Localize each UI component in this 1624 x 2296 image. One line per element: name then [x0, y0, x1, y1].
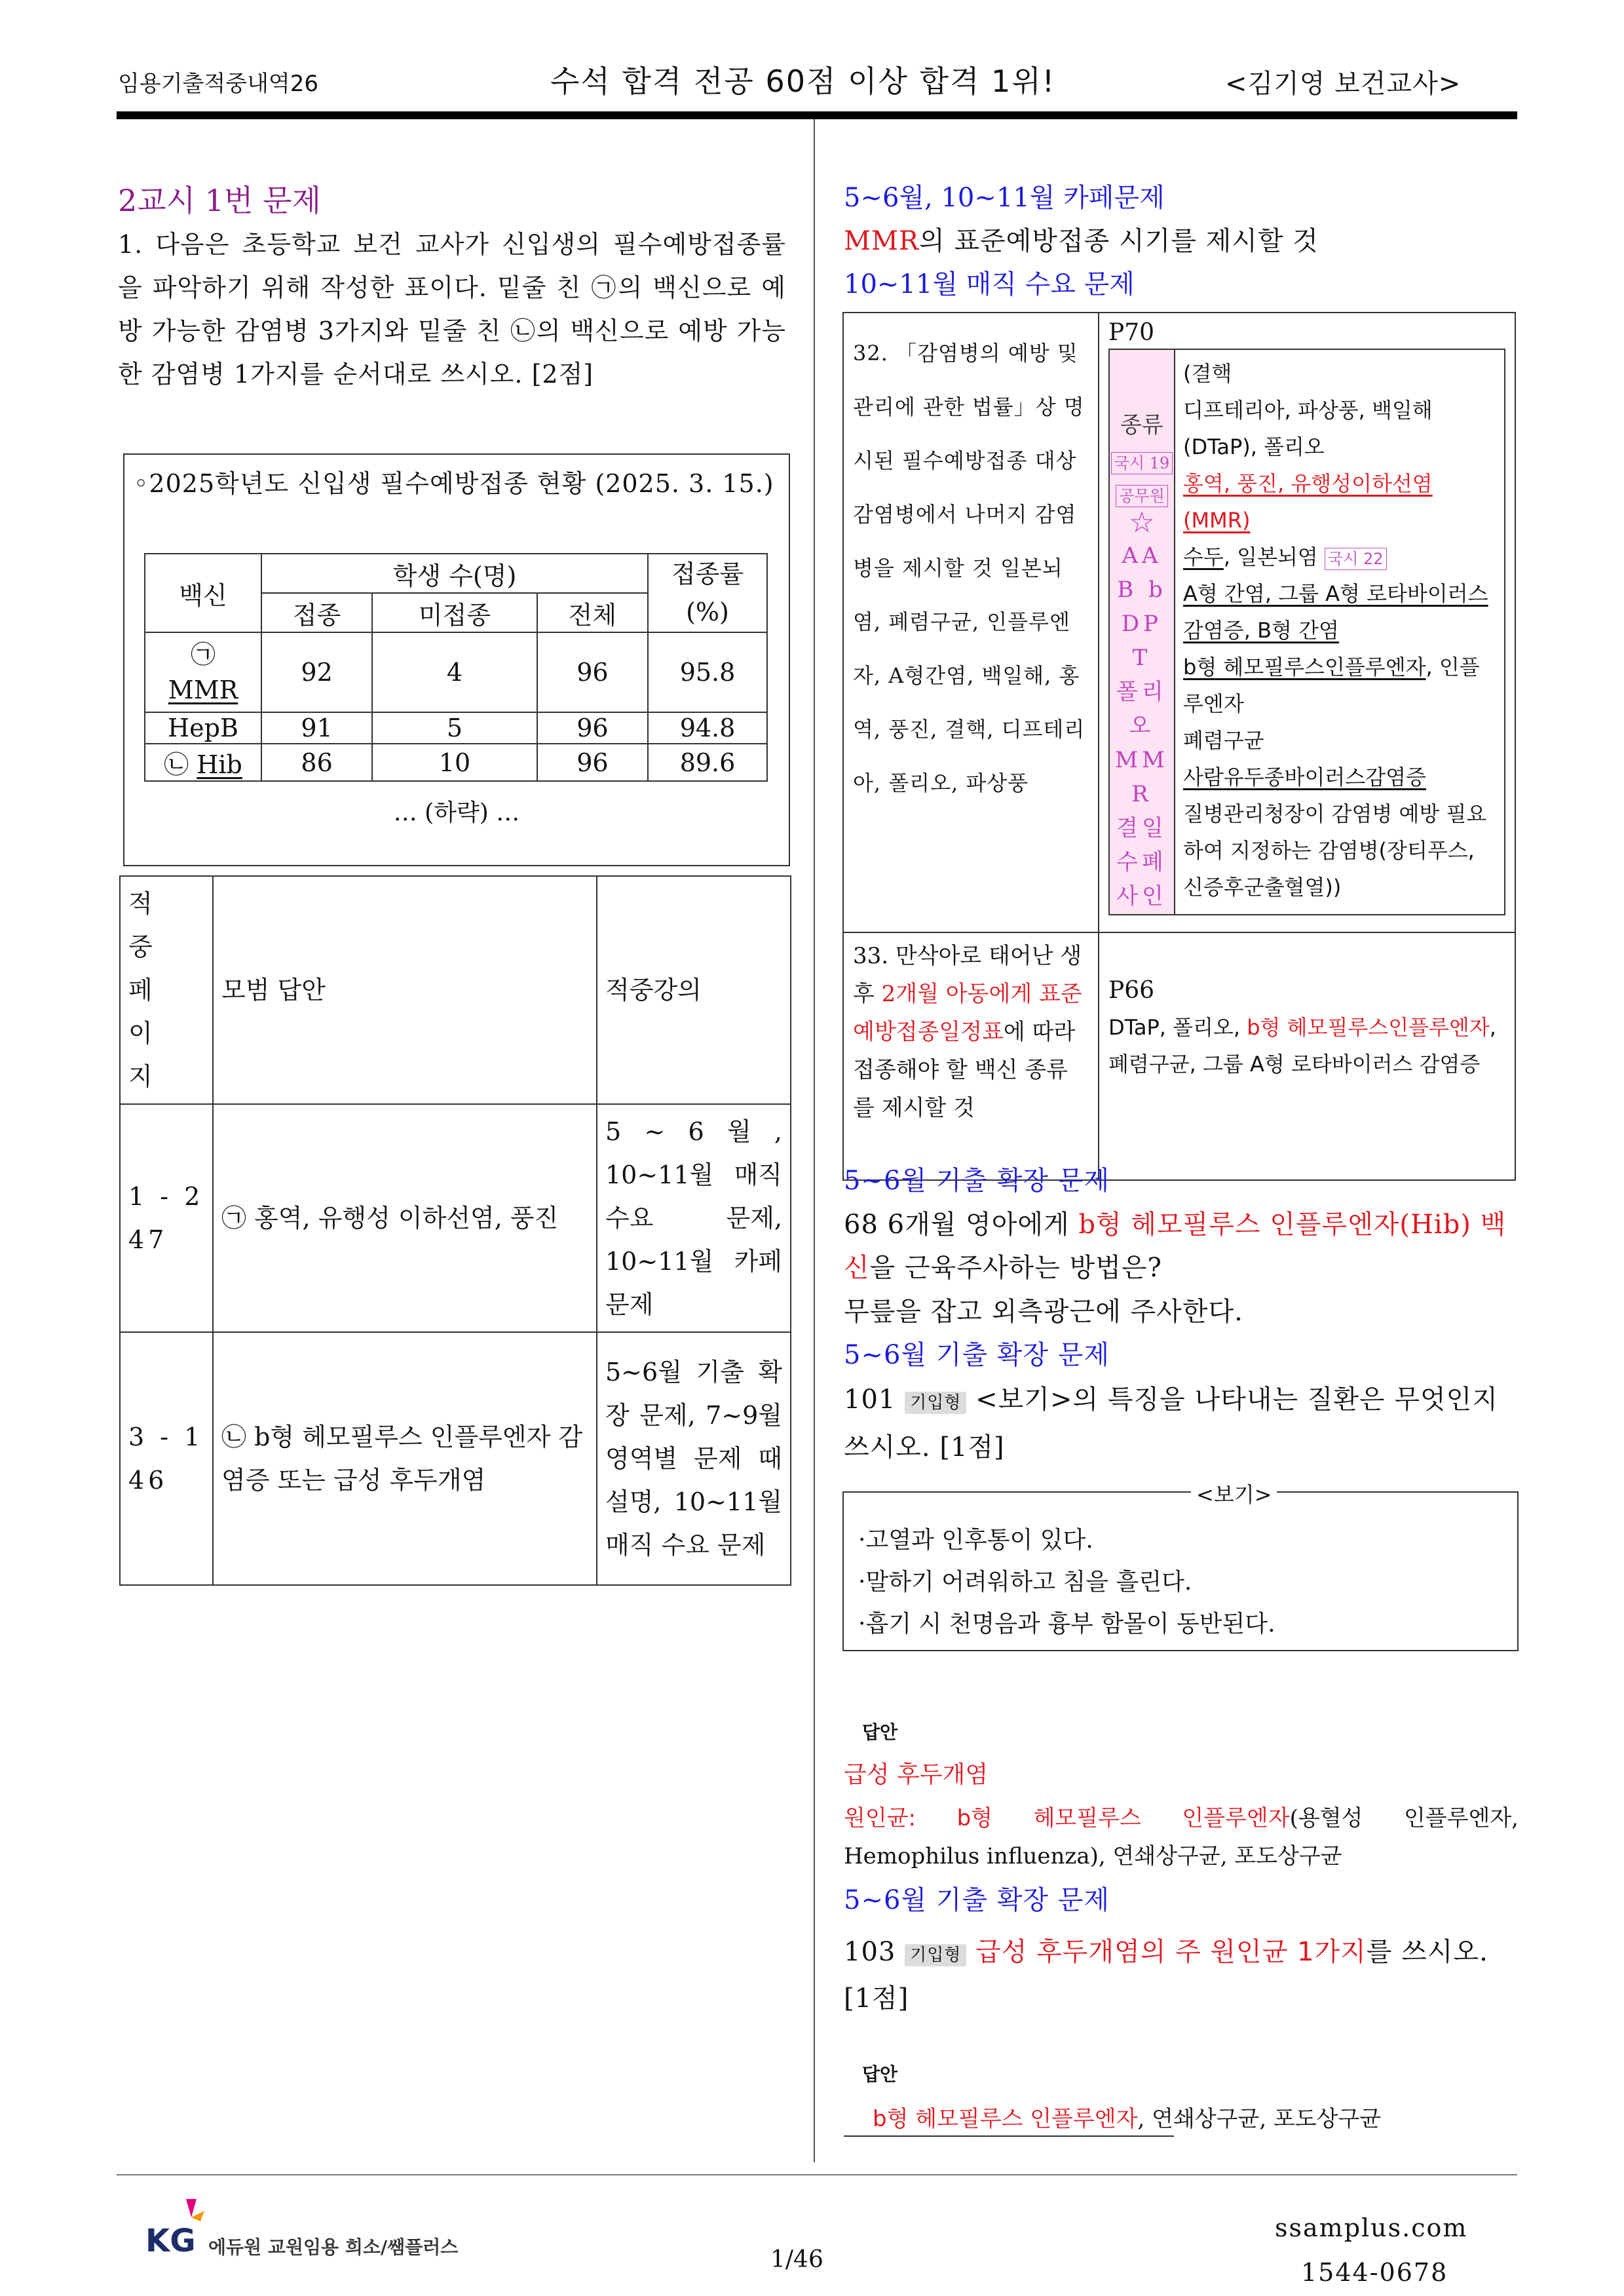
- logo-text: 에듀원 교원임용 희소/쌤플러스: [208, 2236, 459, 2258]
- vaccine-name: MMR: [168, 676, 238, 704]
- answer-1-cause: [844, 1799, 1519, 1875]
- th-vaccine: 백신: [145, 554, 261, 632]
- header-center: 수석 합격 전공 60점 이상 합격 1위!: [550, 64, 1056, 99]
- ans33-a: DTaP, 폴리오,: [1108, 1015, 1247, 1040]
- heading-56-1: 5~6월 기출 확장 문제: [844, 1166, 1110, 1196]
- bogi-line-3: ·흡기 시 천명음과 흉부 함몰이 동반된다.: [858, 1611, 1275, 1637]
- lecture-cell: 5~6월 기출 확장 문제, 7~9월 영역별 문제 때 설명, 10~11월 매직 수요 문제: [597, 1332, 791, 1585]
- right-line-2-text: 의 표준예방접종 시기를 제시할 것: [919, 226, 1319, 256]
- table-more: … (하략) …: [393, 799, 520, 826]
- ans32-line-1: (결핵: [1183, 361, 1232, 386]
- lecture-cell: 5 ~ 6 월 , 10~11월 매직 수요 문제, 10~11월 카페문제: [597, 1104, 791, 1332]
- ans32-line-5: A형 간염, 그룹 A형 로타바이러스 감염증, B형 간염: [1183, 581, 1488, 643]
- q101-tag: 기입형: [905, 1392, 966, 1414]
- done-cell: 92: [261, 632, 372, 712]
- answer-table: [119, 875, 791, 1586]
- th-done: 접종: [261, 593, 372, 632]
- kind-label: 종류: [1120, 412, 1163, 438]
- bogi-line-2: ·말하기 어려워하고 침을 흘린다.: [858, 1569, 1192, 1596]
- q68-answer: 무릎을 잡고 외측광근에 주사한다.: [844, 1297, 1243, 1327]
- total-cell: 96: [537, 712, 648, 744]
- answer-2: [844, 2101, 1382, 2137]
- page-number: 1/46: [770, 2246, 823, 2273]
- pink-column: [1109, 349, 1175, 915]
- header-left: 임용기출적중내역26: [118, 71, 319, 97]
- q32-answer-inner: [1108, 349, 1505, 915]
- ans32-line-3: 홍역, 풍진, 유행성이하선염(MMR): [1183, 471, 1433, 533]
- rate-cell: 89.6: [648, 744, 767, 781]
- tag-kuksi19: 국시 19: [1111, 452, 1173, 474]
- th-answer: 모범 답안: [213, 876, 597, 1104]
- question-text: 1. 다음은 초등학교 보건 교사가 신입생의 필수예방접종률을 파악하기 위해 작성한 표이다. 밑줄 친 ㉠의 백신으로 예방 가능한 감염병 3가지와 밑줄 친 ㉡의 백신으로 예방 가능한 감염병 1가지를 순서대로 쓰시오. [2점]: [118, 230, 786, 389]
- page-cell: 3 - 1 46: [120, 1332, 213, 1585]
- answer-2-rest: , 연쇄상구균, 포도상구균: [1137, 2106, 1382, 2132]
- q103-red: 급성 후두개염의 주 원인균 1가지: [975, 1937, 1367, 1967]
- q33-text-a: 33. 만삭아로 태어난 생후: [853, 943, 1082, 1007]
- q33-text-b: 에 따라 접종해야 할 백신 종류를 제시할 것: [853, 1019, 1076, 1121]
- ans32-line-7: 폐렴구균: [1183, 728, 1264, 753]
- th-total: 전체: [537, 593, 648, 632]
- q68-a: 68 6개월 영아에게: [844, 1210, 1079, 1240]
- mark-2: ㉡: [164, 750, 189, 779]
- not-cell: 5: [372, 712, 537, 744]
- cause-red: 원인균: b형 헤모필루스 인플루엔자: [844, 1805, 1290, 1831]
- rate-cell: 95.8: [648, 632, 767, 712]
- not-cell: 10: [372, 744, 537, 781]
- pink-mnemonic: AAB b DPT 폴리오 MMR 결일 수폐 사인: [1115, 543, 1169, 909]
- vaccine-name: HepB: [145, 712, 261, 744]
- p70-label: P70: [1108, 319, 1155, 346]
- p66-label: P66: [1108, 977, 1155, 1004]
- q33-answer: [1108, 1009, 1505, 1082]
- ans32-hib: b형 헤모필루스인플루엔자: [1183, 655, 1426, 679]
- not-cell: 4: [372, 632, 537, 712]
- vaccination-table: [144, 553, 768, 782]
- right-line-2: [844, 220, 1319, 258]
- footer-site[interactable]: ssamplus.com: [1275, 2213, 1468, 2242]
- q33-cell: [843, 932, 1099, 1180]
- header-rule: [117, 111, 1517, 119]
- th-students: 학생 수(명): [261, 554, 648, 593]
- q68-b: 을 근육주사하는 방법은?: [869, 1253, 1162, 1283]
- footer-phone: 1544-0678: [1301, 2258, 1448, 2287]
- footer-rule: [117, 2174, 1517, 2175]
- vaccination-box: [123, 453, 790, 866]
- table-row: [145, 712, 767, 744]
- heading-56-2: 5~6월 기출 확장 문제: [844, 1340, 1110, 1370]
- header-right: <김기영 보건교사>: [1225, 69, 1462, 99]
- answer-label-1: 답안: [862, 1721, 898, 1743]
- done-cell: 91: [261, 712, 372, 744]
- ans32-line-8: 사람유두종바이러스감염증: [1183, 765, 1426, 790]
- ans32-flu: , 인플루엔자: [1183, 655, 1480, 716]
- right-heading-1: 5~6월, 10~11월 카페문제: [844, 183, 1165, 213]
- ans33-red: b형 헤모필루스인플루엔자: [1247, 1015, 1490, 1040]
- tag-gongmuwon: 공무원: [1116, 485, 1168, 507]
- q101-num: 101: [844, 1385, 896, 1415]
- star-icon: ☆: [1129, 506, 1155, 539]
- ans32-line-4: [1183, 539, 1496, 575]
- rate-cell: 94.8: [648, 712, 767, 744]
- th-page: 적 중 페 이 지: [120, 876, 213, 1104]
- ans32-varicella: 수두: [1183, 545, 1224, 569]
- q32-answer-cell: [1175, 349, 1505, 915]
- bogi-box: [842, 1482, 1519, 1651]
- answer-1: 급성 후두개염: [844, 1761, 989, 1788]
- ans32-line-9: 질병관리청장이 감염병 예방 필요하여 지정하는 감염병(장티푸스, 신증후군출혈열)): [1183, 801, 1487, 900]
- bogi-label: <보기>: [1191, 1478, 1277, 1508]
- question-title: 2교시 1번 문제: [118, 183, 321, 218]
- ans32-line-6: [1183, 649, 1496, 722]
- th-lecture: 적중강의: [597, 876, 791, 1104]
- page-cell: 1 - 2 47: [120, 1104, 213, 1332]
- q101-text: <보기>의 특징을 나타내는 질환은 무엇인지 쓰시오. [1점]: [844, 1385, 1498, 1463]
- heading-56-3: 5~6월 기출 확장 문제: [844, 1885, 1110, 1915]
- q32-q33-table: [842, 312, 1516, 1181]
- q33-text-red: 2개월 아동에게 표준예방접종일정표: [853, 981, 1082, 1045]
- q32-cell: 32. 「감염병의 예방 및 관리에 관한 법률」상 명시된 필수예방접종 대상 감염병에서 나머지 감염병을 제시할 것 일본뇌염, 폐렴구균, 인플루엔자, A형간염, 백일해, 홍역, 풍진, 결핵, 디프테리아, 폴리오, 파상풍: [843, 313, 1099, 932]
- table-row: [145, 744, 767, 781]
- table-row: [120, 1332, 791, 1585]
- vaccine-name: Hib: [197, 750, 242, 779]
- ans32-je: , 일본뇌염: [1223, 545, 1318, 569]
- done-cell: 86: [261, 744, 372, 781]
- logo-kg: KG: [145, 2223, 196, 2259]
- q68: [844, 1203, 1519, 1290]
- answer-cell: ㉡ b형 헤모필루스 인플루엔자 감염증 또는 급성 후두개염: [213, 1332, 597, 1585]
- q103: [844, 1930, 1519, 2020]
- answer-2-red: b형 헤모필루스 인플루엔자: [873, 2106, 1138, 2132]
- right-heading-3: 10~11월 매직 수요 문제: [844, 269, 1135, 299]
- th-rate: 접종률 (%): [648, 554, 767, 632]
- ans33-b: , 폐렴구균, 그룹 A형 로타바이러스 감염증: [1108, 1015, 1496, 1077]
- total-cell: 96: [537, 744, 648, 781]
- q101: [844, 1377, 1519, 1470]
- q68-red: b형 헤모필루스 인플루엔자(Hib) 백신: [844, 1210, 1507, 1283]
- q103-num: 103: [844, 1937, 896, 1967]
- cause-rest: (용혈성 인플루엔자, Hemophilus influenza), 연쇄상구균, 포도상구균: [844, 1805, 1519, 1869]
- mark-1: ㉠: [190, 640, 216, 669]
- tag-kuksi22: 국시 22: [1325, 548, 1387, 570]
- answer-cell: ㉠ 홍역, 유행성 이하선염, 풍진: [213, 1104, 597, 1332]
- box-title: ◦2025학년도 신입생 필수예방접종 현황 (2025. 3. 15.): [134, 469, 774, 498]
- th-not: 미접종: [372, 593, 537, 632]
- table-row: [145, 632, 767, 712]
- ans32-line-2: 디프테리아, 파상풍, 백일해(DTaP), 폴리오: [1183, 398, 1433, 459]
- column-divider: [814, 119, 815, 2162]
- mmr-red: MMR: [844, 226, 920, 256]
- table-row: [120, 1104, 791, 1332]
- q103-tag: 기입형: [905, 1944, 966, 1966]
- total-cell: 96: [537, 632, 648, 712]
- answer-label-2: 답안: [862, 2063, 898, 2085]
- bogi-line-1: ·고열과 인후통이 있다.: [858, 1527, 1093, 1554]
- q103-b: 를 쓰시오. [1점]: [844, 1937, 1488, 2014]
